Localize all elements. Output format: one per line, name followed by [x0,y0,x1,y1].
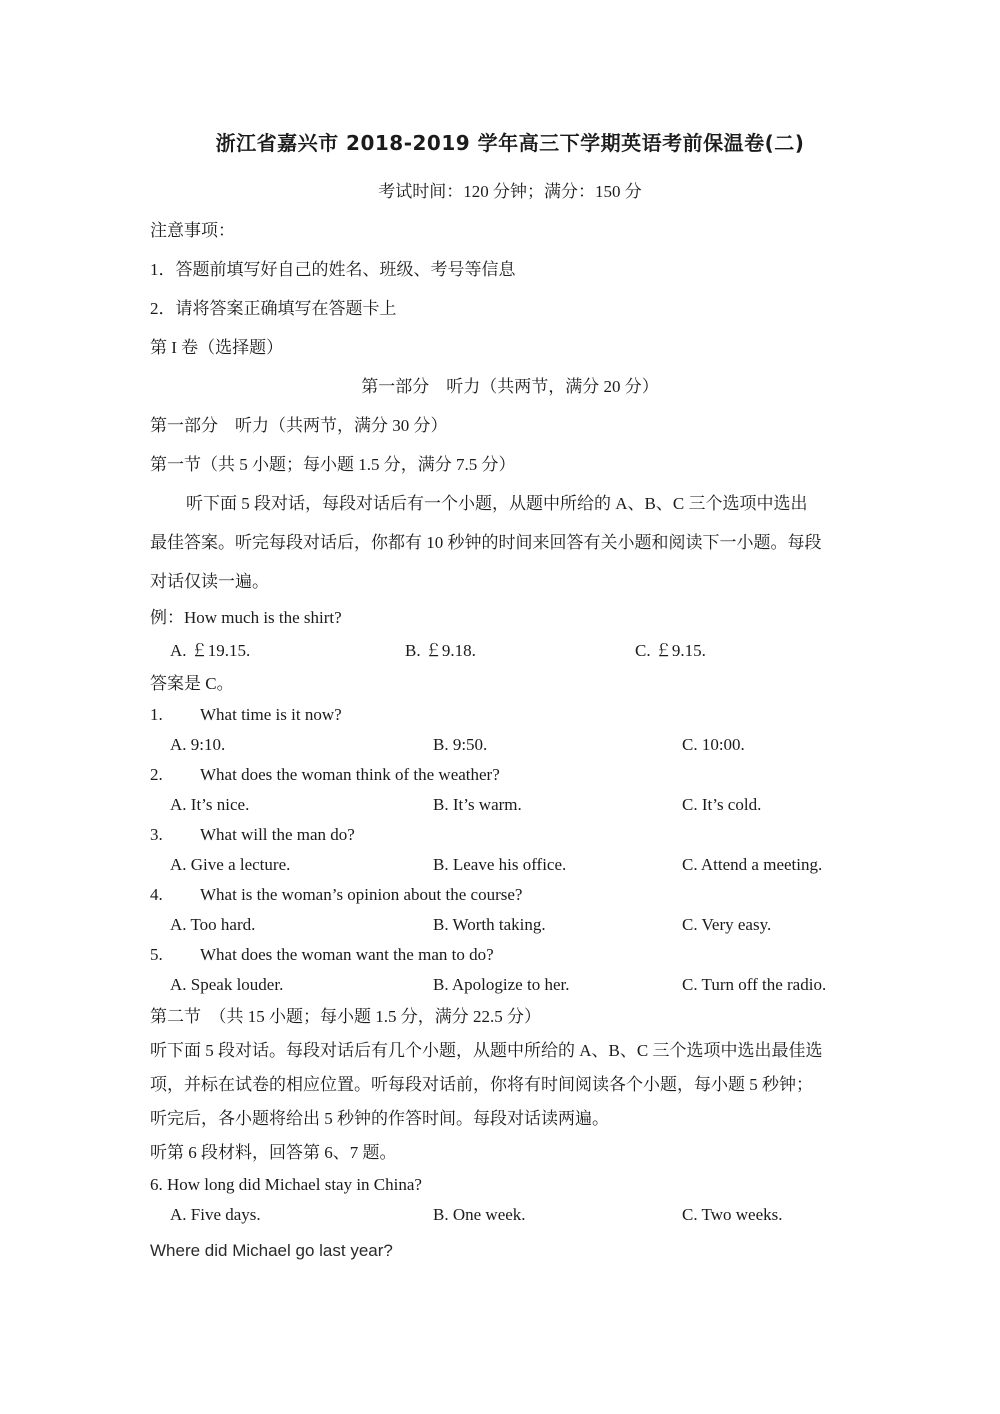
question-1-options-row [150,730,870,760]
question-5-options-row [150,970,870,1000]
question-6: 6. How long did Michael stay in China? [150,1175,422,1194]
question-4-option-a: A. Too hard. [170,915,256,934]
section1-instruction-line-1: 听下面 5 段对话，每段对话后有一个小题，从题中所给的 A、B、C 三个选项中选出 [186,494,808,513]
question-3-options-row [150,850,870,880]
question-2-option-a: A. It’s nice. [170,795,250,814]
question-5-option-a: A. Speak louder. [170,975,284,994]
question-3-option-b: B. Leave his office. [433,855,567,874]
question-3-number: 3. [150,825,163,844]
question-1-number: 1. [150,705,163,724]
part1-centered-heading: 第一部分 听力（共两节，满分 20 分） [361,377,659,396]
question-1 [150,700,870,730]
section2-heading: 第二节 （共 15 小题；每小题 1.5 分，满分 22.5 分） [150,1007,541,1026]
question-5-text: What does the woman want the man to do? [200,945,494,964]
question-4-options-row [150,910,870,940]
question-4-option-c: C. Very easy. [682,915,772,934]
example-option-a: A. ￡19.15. [170,641,251,660]
question-2-number: 2. [150,765,163,784]
exam-title: 浙江省嘉兴市 2018-2019 学年高三下学期英语考前保温卷(二) [215,131,805,155]
question-3-option-c: C. Attend a meeting. [682,855,823,874]
question-5-option-b: B. Apologize to her. [433,975,570,994]
volume-heading: 第 I 卷（选择题） [150,338,284,357]
section1-instruction-line-3: 对话仅读一遍。 [150,572,269,591]
question-2 [150,760,870,790]
question-3-option-a: A. Give a lecture. [170,855,291,874]
question-6-option-c: C. Two weeks. [682,1205,783,1224]
question-4-option-b: B. Worth taking. [433,915,546,934]
question-4-text: What is the woman’s opinion about the course? [200,885,523,904]
notes-heading: 注意事项： [150,221,235,240]
example-option-c: C. ￡9.15. [635,641,706,660]
section2-instruction-line-3: 听完后，各小题将给出 5 秒钟的作答时间。每段对话读两遍。 [150,1109,609,1128]
section1-instruction-line-2: 最佳答案。听完每段对话后，你都有 10 秒钟的时间来回答有关小题和阅读下一小题。每段 [150,533,822,552]
question-3 [150,820,870,850]
question-1-text: What time is it now? [200,705,342,724]
question-1-option-c: C. 10:00. [682,735,745,754]
section1-heading: 第一节（共 5 小题；每小题 1.5 分，满分 7.5 分） [150,455,516,474]
question-5 [150,940,870,970]
example-answer: 答案是 C。 [150,674,234,693]
example-question: 例：How much is the shirt? [150,608,342,627]
question-2-text: What does the woman think of the weather? [200,765,500,784]
section2-instruction-line-1: 听下面 5 段对话。每段对话后有几个小题，从题中所给的 A、B、C 三个选项中选出最佳选 [150,1041,823,1060]
question-2-option-b: B. It’s warm. [433,795,522,814]
question-2-options-row [150,790,870,820]
question-6-options-row [150,1200,870,1230]
question-5-option-c: C. Turn off the radio. [682,975,827,994]
question-4 [150,880,870,910]
question-1-option-a: A. 9:10. [170,735,226,754]
exam-info: 考试时间：120 分钟；满分：150 分 [378,182,642,201]
question-7-lead: Where did Michael go last year? [150,1241,393,1260]
note-item-1: 1．答题前填写好自己的姓名、班级、考号等信息 [150,260,516,279]
material6-intro: 听第 6 段材料，回答第 6、7 题。 [150,1143,397,1162]
question-2-option-c: C. It’s cold. [682,795,762,814]
question-6-option-b: B. One week. [433,1205,526,1224]
question-3-text: What will the man do? [200,825,355,844]
example-options-row [150,634,870,667]
example-option-b: B. ￡9.18. [405,641,476,660]
question-5-number: 5. [150,945,163,964]
part1-heading: 第一部分 听力（共两节，满分 30 分） [150,416,448,435]
question-4-number: 4. [150,885,163,904]
question-6-option-a: A. Five days. [170,1205,261,1224]
question-1-option-b: B. 9:50. [433,735,488,754]
section2-instruction-line-2: 项，并标在试卷的相应位置。听每段对话前，你将有时间阅读各个小题，每小题 5 秒钟； [150,1075,813,1094]
note-item-2: 2．请将答案正确填写在答题卡上 [150,299,397,318]
